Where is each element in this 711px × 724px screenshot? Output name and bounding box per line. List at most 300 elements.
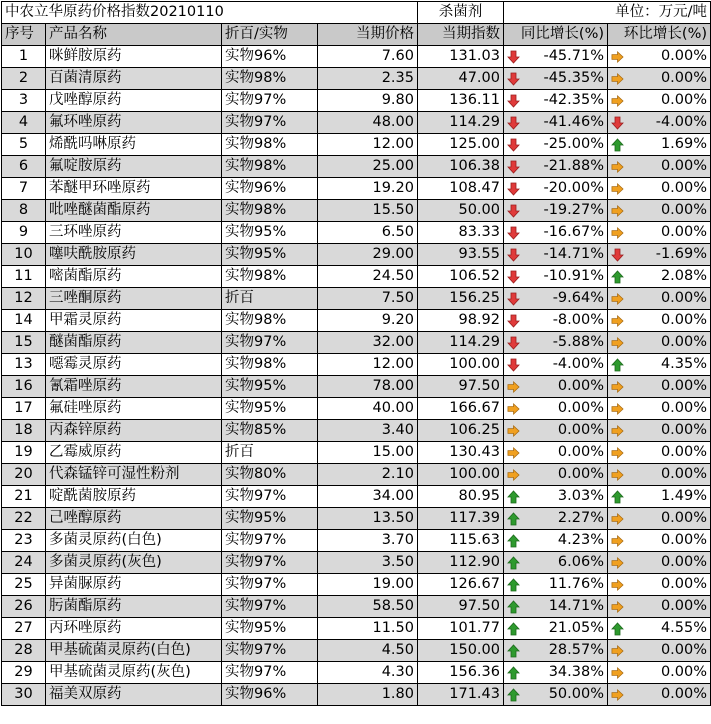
current-index: 117.39 (418, 508, 504, 530)
product-type: 实物95% (222, 222, 318, 244)
right-arrow-icon (611, 226, 624, 240)
right-arrow-icon (611, 50, 624, 64)
down-arrow-icon (507, 160, 520, 174)
product-type: 实物96% (222, 178, 318, 200)
product-name: 吡唑醚菌酯原药 (46, 200, 222, 222)
mom-value: 0.00% (660, 576, 708, 592)
row-no: 9 (2, 222, 46, 244)
mom-value: 0.00% (660, 554, 708, 570)
current-price: 15.00 (318, 442, 418, 464)
product-name: 肟菌酯原药 (46, 596, 222, 618)
mom-value: 0.00% (660, 598, 708, 614)
mom-value: 0.00% (660, 334, 708, 350)
current-index: 108.47 (418, 178, 504, 200)
mom-cell (608, 684, 711, 706)
mom-cell (608, 442, 711, 464)
table-row (2, 200, 711, 222)
yoy-value: 0.00% (557, 422, 604, 438)
mom-value: 0.00% (660, 224, 708, 240)
header-name: 产品名称 (46, 24, 222, 46)
up-arrow-icon (507, 600, 520, 614)
product-type: 实物96% (222, 46, 318, 68)
current-price: 7.50 (318, 288, 418, 310)
up-arrow-icon (611, 490, 624, 504)
product-name: 异菌脲原药 (46, 574, 222, 596)
product-name: 多菌灵原药(白色) (46, 530, 222, 552)
yoy-value: 2.27% (557, 510, 604, 526)
table-row (2, 134, 711, 156)
right-arrow-icon (611, 556, 624, 570)
product-type: 实物97% (222, 332, 318, 354)
yoy-value: -19.27% (543, 202, 604, 218)
yoy-cell (504, 486, 608, 508)
header-row (2, 24, 711, 46)
product-type: 实物95% (222, 508, 318, 530)
table-row (2, 618, 711, 640)
row-no: 1 (2, 46, 46, 68)
right-arrow-icon (611, 182, 624, 196)
row-no: 26 (2, 596, 46, 618)
row-no: 25 (2, 574, 46, 596)
yoy-value: 0.00% (557, 400, 604, 416)
product-name: 多菌灵原药(灰色) (46, 552, 222, 574)
product-name: 甲基硫菌灵原药(灰色) (46, 662, 222, 684)
yoy-value: -9.64% (552, 290, 604, 306)
table-row (2, 222, 711, 244)
right-arrow-icon (611, 204, 624, 218)
up-arrow-icon (611, 138, 624, 152)
yoy-cell (504, 222, 608, 244)
product-type: 实物97% (222, 112, 318, 134)
current-price: 4.30 (318, 662, 418, 684)
product-type: 实物98% (222, 266, 318, 288)
right-arrow-icon (611, 380, 624, 394)
current-index: 97.50 (418, 596, 504, 618)
down-arrow-icon (507, 358, 520, 372)
yoy-cell (504, 310, 608, 332)
row-no: 27 (2, 618, 46, 640)
down-arrow-icon (507, 138, 520, 152)
current-price: 3.50 (318, 552, 418, 574)
product-type: 实物95% (222, 618, 318, 640)
mom-value: 0.00% (660, 180, 708, 196)
current-index: 80.95 (418, 486, 504, 508)
down-arrow-icon (507, 248, 520, 262)
price-index-table (1, 1, 711, 706)
yoy-cell (504, 156, 608, 178)
yoy-value: -8.00% (552, 312, 604, 328)
yoy-cell (504, 618, 608, 640)
table-row (2, 640, 711, 662)
mom-value: 0.00% (660, 422, 708, 438)
yoy-value: 0.00% (557, 466, 604, 482)
mom-cell (608, 156, 711, 178)
up-arrow-icon (507, 622, 520, 636)
up-arrow-icon (507, 534, 520, 548)
up-arrow-icon (507, 644, 520, 658)
mom-value: 0.00% (660, 290, 708, 306)
current-index: 115.63 (418, 530, 504, 552)
mom-cell (608, 134, 711, 156)
current-price: 11.50 (318, 618, 418, 640)
down-arrow-icon (507, 226, 520, 240)
table-row (2, 90, 711, 112)
mom-cell (608, 354, 711, 376)
down-arrow-icon (507, 204, 520, 218)
yoy-value: 0.00% (557, 378, 604, 394)
row-no: 3 (2, 90, 46, 112)
product-type: 折百 (222, 442, 318, 464)
down-arrow-icon (507, 336, 520, 350)
current-price: 9.80 (318, 90, 418, 112)
current-index: 98.92 (418, 310, 504, 332)
header-no: 序号 (2, 24, 46, 46)
row-no: 6 (2, 156, 46, 178)
yoy-value: -10.91% (543, 268, 604, 284)
current-price: 4.50 (318, 640, 418, 662)
right-arrow-icon (611, 644, 624, 658)
current-price: 9.20 (318, 310, 418, 332)
right-arrow-icon (611, 292, 624, 306)
header-type: 折百/实物 (222, 24, 318, 46)
current-index: 130.43 (418, 442, 504, 464)
current-price: 12.00 (318, 134, 418, 156)
right-arrow-icon (507, 424, 520, 438)
current-index: 171.43 (418, 684, 504, 706)
product-name: 氟啶胺原药 (46, 156, 222, 178)
table-row (2, 464, 711, 486)
current-price: 7.60 (318, 46, 418, 68)
current-index: 112.90 (418, 552, 504, 574)
up-arrow-icon (611, 270, 624, 284)
header-price: 当期价格 (318, 24, 418, 46)
current-index: 156.36 (418, 662, 504, 684)
table-title: 中农立华原药价格指数20210110 (2, 2, 418, 24)
mom-value: 0.00% (660, 158, 708, 174)
current-index: 136.11 (418, 90, 504, 112)
right-arrow-icon (507, 446, 520, 460)
current-price: 25.00 (318, 156, 418, 178)
yoy-value: 50.00% (548, 686, 604, 702)
mom-value: 2.08% (660, 268, 708, 284)
header-yoy: 同比增长(%) (504, 24, 608, 46)
mom-cell (608, 266, 711, 288)
up-arrow-icon (507, 556, 520, 570)
yoy-cell (504, 332, 608, 354)
mom-cell (608, 508, 711, 530)
current-price: 24.50 (318, 266, 418, 288)
current-price: 2.10 (318, 464, 418, 486)
product-name: 嘧菌酯原药 (46, 266, 222, 288)
title-row (2, 2, 711, 24)
mom-value: 0.00% (660, 70, 708, 86)
current-index: 50.00 (418, 200, 504, 222)
product-name: 乙霉威原药 (46, 442, 222, 464)
down-arrow-icon (611, 116, 624, 130)
table-row (2, 552, 711, 574)
header-index: 当期指数 (418, 24, 504, 46)
right-arrow-icon (611, 424, 624, 438)
product-name: 氟环唑原药 (46, 112, 222, 134)
right-arrow-icon (611, 446, 624, 460)
yoy-cell (504, 46, 608, 68)
mom-cell (608, 486, 711, 508)
yoy-cell (504, 178, 608, 200)
current-index: 131.03 (418, 46, 504, 68)
current-price: 13.50 (318, 508, 418, 530)
table-row (2, 376, 711, 398)
mom-cell (608, 530, 711, 552)
mom-cell (608, 46, 711, 68)
product-type: 实物97% (222, 596, 318, 618)
down-arrow-icon (507, 94, 520, 108)
product-name: 丙环唑原药 (46, 618, 222, 640)
yoy-value: 4.23% (557, 532, 604, 548)
table-row (2, 596, 711, 618)
mom-value: 0.00% (660, 532, 708, 548)
current-price: 3.40 (318, 420, 418, 442)
right-arrow-icon (611, 534, 624, 548)
table-row (2, 684, 711, 706)
right-arrow-icon (507, 402, 520, 416)
up-arrow-icon (507, 512, 520, 526)
row-no: 16 (2, 376, 46, 398)
product-name: 三环唑原药 (46, 222, 222, 244)
table-row (2, 486, 711, 508)
right-arrow-icon (611, 688, 624, 702)
row-no: 22 (2, 508, 46, 530)
up-arrow-icon (611, 358, 624, 372)
current-index: 93.55 (418, 244, 504, 266)
product-type: 实物80% (222, 464, 318, 486)
right-arrow-icon (611, 578, 624, 592)
yoy-cell (504, 530, 608, 552)
product-name: 啶酰菌胺原药 (46, 486, 222, 508)
yoy-value: 11.76% (548, 576, 604, 592)
product-name: 咪鲜胺原药 (46, 46, 222, 68)
mom-value: -4.00% (655, 114, 708, 130)
up-arrow-icon (507, 688, 520, 702)
up-arrow-icon (507, 578, 520, 592)
current-price: 78.00 (318, 376, 418, 398)
table-row (2, 68, 711, 90)
current-price: 58.50 (318, 596, 418, 618)
current-price: 19.20 (318, 178, 418, 200)
yoy-cell (504, 376, 608, 398)
mom-cell (608, 244, 711, 266)
product-type: 实物85% (222, 420, 318, 442)
product-name: 百菌清原药 (46, 68, 222, 90)
yoy-cell (504, 112, 608, 134)
product-name: 代森锰锌可湿性粉剂 (46, 464, 222, 486)
mom-value: 0.00% (660, 510, 708, 526)
mom-value: 0.00% (660, 92, 708, 108)
product-type: 实物97% (222, 552, 318, 574)
row-no: 30 (2, 684, 46, 706)
product-name: 氰霜唑原药 (46, 376, 222, 398)
mom-value: 0.00% (660, 202, 708, 218)
current-index: 114.29 (418, 332, 504, 354)
row-no: 10 (2, 244, 46, 266)
mom-cell (608, 420, 711, 442)
yoy-value: -5.88% (552, 334, 604, 350)
yoy-cell (504, 574, 608, 596)
row-no: 5 (2, 134, 46, 156)
table-row (2, 662, 711, 684)
current-price: 3.70 (318, 530, 418, 552)
mom-cell (608, 112, 711, 134)
yoy-cell (504, 266, 608, 288)
current-price: 1.80 (318, 684, 418, 706)
mom-value: 0.00% (660, 444, 708, 460)
product-name: 苯醚甲环唑原药 (46, 178, 222, 200)
product-name: 烯酰吗啉原药 (46, 134, 222, 156)
mom-cell (608, 68, 711, 90)
current-index: 47.00 (418, 68, 504, 90)
mom-cell (608, 332, 711, 354)
current-index: 101.77 (418, 618, 504, 640)
mom-cell (608, 200, 711, 222)
mom-value: 0.00% (660, 466, 708, 482)
yoy-value: -4.00% (552, 356, 604, 372)
yoy-cell (504, 640, 608, 662)
current-index: 97.50 (418, 376, 504, 398)
product-name: 丙森锌原药 (46, 420, 222, 442)
table-row (2, 178, 711, 200)
table-row (2, 508, 711, 530)
row-no: 17 (2, 398, 46, 420)
up-arrow-icon (611, 622, 624, 636)
product-type: 实物97% (222, 662, 318, 684)
product-type: 实物97% (222, 574, 318, 596)
down-arrow-icon (507, 270, 520, 284)
down-arrow-icon (507, 292, 520, 306)
row-no: 23 (2, 530, 46, 552)
row-no: 21 (2, 486, 46, 508)
down-arrow-icon (507, 116, 520, 130)
product-type: 实物98% (222, 354, 318, 376)
mom-value: 0.00% (660, 664, 708, 680)
yoy-value: 0.00% (557, 444, 604, 460)
row-no: 2 (2, 68, 46, 90)
yoy-value: 3.03% (557, 488, 604, 504)
mom-cell (608, 640, 711, 662)
mom-value: 0.00% (660, 48, 708, 64)
table-row (2, 420, 711, 442)
current-price: 29.00 (318, 244, 418, 266)
mom-cell (608, 596, 711, 618)
current-price: 19.00 (318, 574, 418, 596)
yoy-cell (504, 68, 608, 90)
right-arrow-icon (611, 600, 624, 614)
product-name: 甲霜灵原药 (46, 310, 222, 332)
mom-cell (608, 574, 711, 596)
yoy-value: -45.71% (543, 48, 604, 64)
table-body (2, 46, 711, 706)
current-index: 166.67 (418, 398, 504, 420)
current-index: 100.00 (418, 464, 504, 486)
product-type: 实物98% (222, 134, 318, 156)
product-type: 实物95% (222, 398, 318, 420)
yoy-value: 34.38% (548, 664, 604, 680)
current-index: 125.00 (418, 134, 504, 156)
mom-cell (608, 310, 711, 332)
down-arrow-icon (507, 182, 520, 196)
table-row (2, 530, 711, 552)
product-type: 实物98% (222, 68, 318, 90)
current-price: 32.00 (318, 332, 418, 354)
yoy-cell (504, 354, 608, 376)
mom-value: 1.69% (660, 136, 708, 152)
product-type: 折百 (222, 288, 318, 310)
mom-value: 4.55% (660, 620, 708, 636)
current-index: 126.67 (418, 574, 504, 596)
yoy-cell (504, 200, 608, 222)
row-no: 19 (2, 442, 46, 464)
current-index: 100.00 (418, 354, 504, 376)
product-type: 实物95% (222, 376, 318, 398)
mom-value: 0.00% (660, 642, 708, 658)
current-price: 34.00 (318, 486, 418, 508)
right-arrow-icon (611, 468, 624, 482)
table-row (2, 574, 711, 596)
yoy-cell (504, 398, 608, 420)
product-name: 噻呋酰胺原药 (46, 244, 222, 266)
current-index: 106.52 (418, 266, 504, 288)
product-type: 实物97% (222, 640, 318, 662)
mom-value: 4.35% (660, 356, 708, 372)
row-no: 28 (2, 640, 46, 662)
current-index: 150.00 (418, 640, 504, 662)
current-price: 48.00 (318, 112, 418, 134)
product-type: 实物96% (222, 684, 318, 706)
right-arrow-icon (611, 336, 624, 350)
product-name: 三唑酮原药 (46, 288, 222, 310)
current-price: 2.35 (318, 68, 418, 90)
yoy-cell (504, 684, 608, 706)
table-row (2, 310, 711, 332)
yoy-value: -21.88% (543, 158, 604, 174)
row-no: 12 (2, 288, 46, 310)
yoy-value: -45.35% (543, 70, 604, 86)
current-price: 6.50 (318, 222, 418, 244)
current-index: 156.25 (418, 288, 504, 310)
row-no: 11 (2, 266, 46, 288)
mom-cell (608, 90, 711, 112)
mom-cell (608, 662, 711, 684)
mom-cell (608, 618, 711, 640)
yoy-cell (504, 552, 608, 574)
row-no: 13 (2, 354, 46, 376)
current-index: 106.38 (418, 156, 504, 178)
product-name: 噁霉灵原药 (46, 354, 222, 376)
product-name: 戊唑醇原药 (46, 90, 222, 112)
yoy-cell (504, 90, 608, 112)
row-no: 8 (2, 200, 46, 222)
mom-value: 1.49% (660, 488, 708, 504)
yoy-cell (504, 244, 608, 266)
table-row (2, 442, 711, 464)
mom-value: 0.00% (660, 312, 708, 328)
right-arrow-icon (611, 94, 624, 108)
product-type: 实物95% (222, 244, 318, 266)
current-index: 106.25 (418, 420, 504, 442)
yoy-value: -14.71% (543, 246, 604, 262)
mom-value: 0.00% (660, 686, 708, 702)
yoy-cell (504, 420, 608, 442)
product-name: 己唑醇原药 (46, 508, 222, 530)
down-arrow-icon (507, 72, 520, 86)
